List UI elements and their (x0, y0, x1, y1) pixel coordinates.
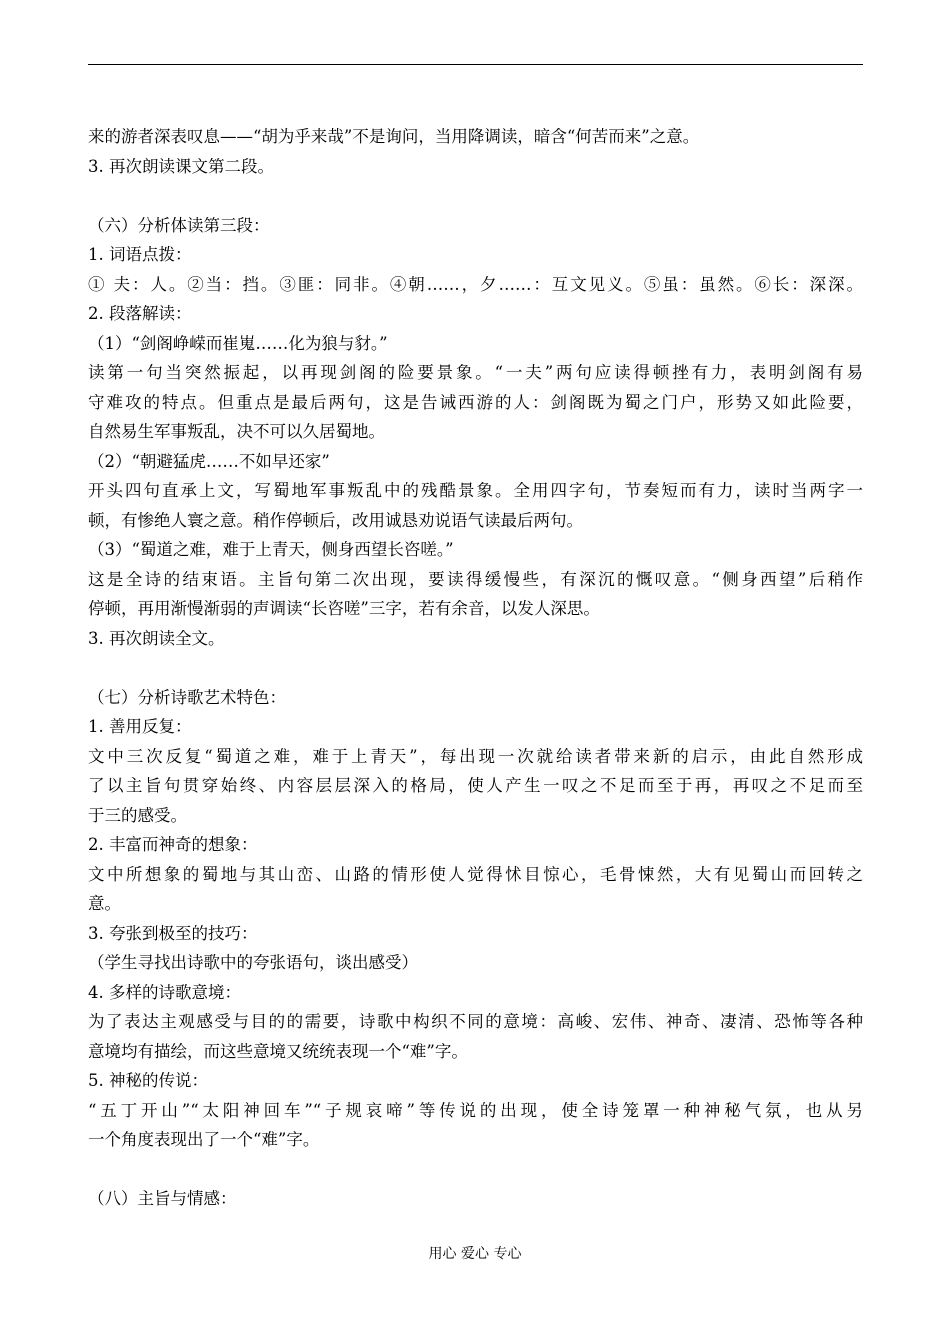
paragraph-line: （学生寻找出诗歌中的夸张语句，谈出感受） (88, 953, 418, 972)
paragraph-line: 文中所想象的蜀地与其山峦、山路的情形使人觉得怵目惊心，毛骨悚然，大有见蜀山而回转之 (88, 864, 863, 884)
paragraph-line: ① 夫：人。②当：挡。③匪：同非。④朝……，夕……：互文见义。⑤虽：虽然。⑥长：深深。 (88, 274, 863, 294)
list-item: 3. 再次朗读课文第二段。 (88, 156, 274, 176)
header-rule (88, 64, 863, 65)
list-item: 3. 再次朗读全文。 (88, 628, 225, 648)
paragraph-line: 顿，有惨绝人寰之意。稍作停顿后，改用诚恳劝说语气读最后两句。 (88, 510, 583, 530)
paragraph-line: 一个角度表现出了一个“难”字。 (88, 1130, 320, 1149)
subheading: 1. 善用反复： (88, 717, 192, 736)
section-heading: （八）主旨与情感： (88, 1189, 237, 1208)
paragraph-line: 为了表达主观感受与目的的需要，诗歌中构织不同的意境：高峻、宏伟、神奇、凄清、恐怖等各种 (88, 1012, 863, 1031)
paragraph-line: 自然易生军事叛乱，决不可以久居蜀地。 (88, 422, 385, 441)
subheading: 3. 夸张到极至的技巧： (88, 923, 258, 943)
quote-heading: （1）“剑阁峥嵘而崔嵬……化为狼与豺。” (88, 333, 388, 353)
section-heading: （六）分析体读第三段： (88, 215, 270, 235)
paragraph-line: 意。 (88, 894, 121, 913)
subheading: 4. 多样的诗歌意境： (88, 982, 241, 1002)
subheading: 5. 神秘的传说： (88, 1071, 208, 1090)
paragraph-line: 意境均有描绘，而这些意境又统统表现一个“难”字。 (88, 1041, 468, 1061)
paragraph-line: 开头四句直承上文，写蜀地军事叛乱中的残酷景象。全用四字句，节奏短而有力，读时当两字一 (88, 481, 863, 500)
blank-line (88, 1155, 863, 1185)
subheading: 1. 词语点拨： (88, 245, 192, 264)
quote-heading: （3）“蜀道之难，难于上青天，侧身西望长咨嗟。” (88, 540, 454, 559)
subheading: 2. 段落解读： (88, 304, 192, 323)
paragraph-line: 了以主旨句贯穿始终、内容层层深入的格局，使人产生一叹之不足而至于再，再叹之不足而至 (88, 776, 863, 795)
paragraph-line: 停顿，再用渐慢渐弱的声调读“长咨嗟”三字，若有余音，以发人深思。 (88, 599, 600, 618)
document-body (88, 122, 863, 1214)
quote-heading: （2）“朝避猛虎……不如早还家” (88, 451, 330, 471)
blank-line (88, 653, 863, 683)
paragraph-line: 于三的感受。 (88, 805, 187, 825)
blank-line (88, 181, 863, 211)
subheading: 2. 丰富而神奇的想象： (88, 835, 258, 854)
paragraph-line: 这是全诗的结束语。主旨句第二次出现，要读得缓慢些，有深沉的慨叹意。“侧身西望”后稍作 (88, 569, 863, 589)
paragraph-line: 文中三次反复“蜀道之难，难于上青天”，每出现一次就给读者带来新的启示，由此自然形成 (88, 746, 863, 766)
paragraph-line: “五丁开山”“太阳神回车”“子规哀啼”等传说的出现，使全诗笼罩一种神秘气氛，也从另 (88, 1100, 863, 1120)
section-heading: （七）分析诗歌艺术特色： (88, 687, 286, 707)
paragraph-line: 读第一句当突然振起，以再现剑阁的险要景象。“一夫”两句应读得顿挫有力，表明剑阁有易 (88, 363, 863, 382)
page-footer: 用心 爱心 专心 (428, 1246, 522, 1262)
paragraph-line: 守难攻的特点。但重点是最后两句，这是告诫西游的人：剑阁既为蜀之门户，形势又如此险要， (88, 392, 863, 412)
paragraph-line: 来的游者深表叹息——“胡为乎来哉”不是询问，当用降调读，暗含“何苦而来”之意。 (88, 127, 700, 146)
